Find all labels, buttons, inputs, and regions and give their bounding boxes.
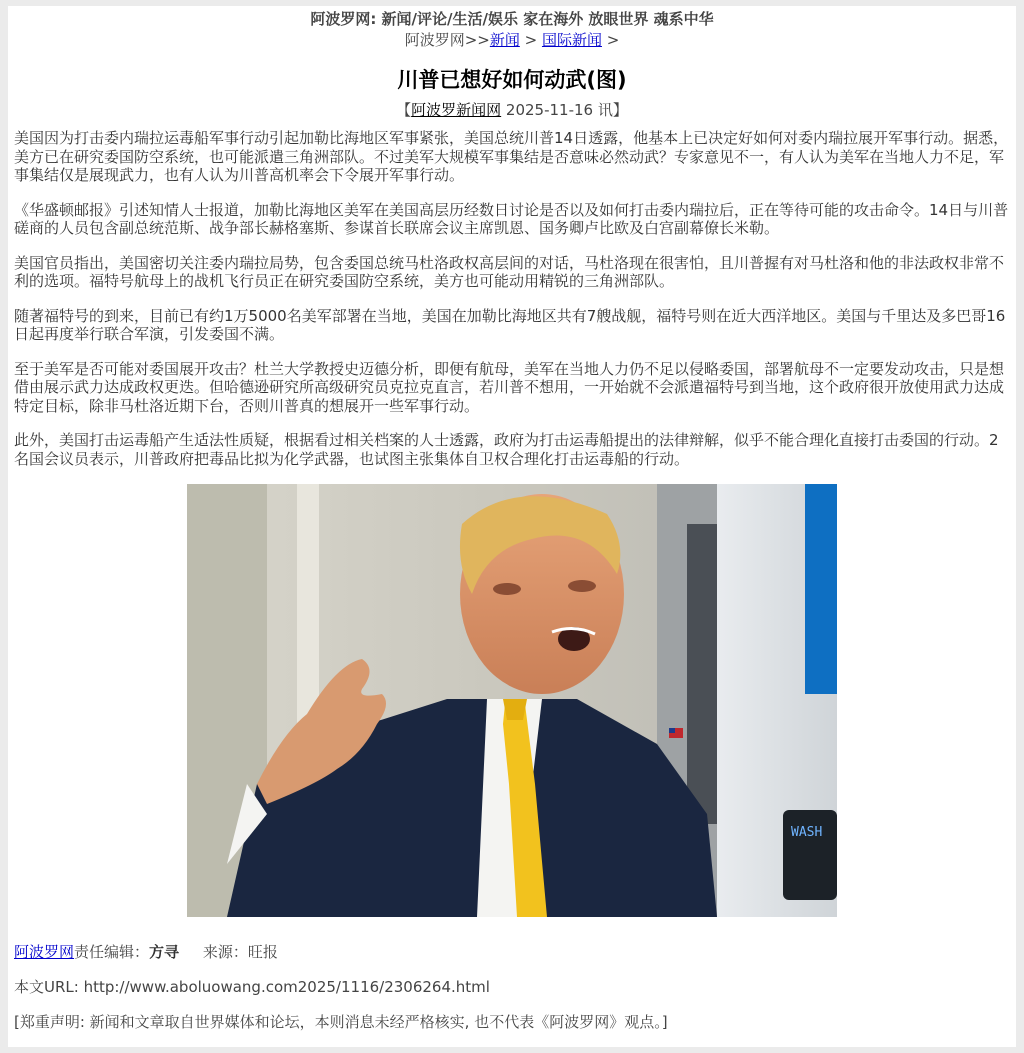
editor-name: 方寻 (149, 943, 180, 961)
disclaimer: [郑重声明: 新闻和文章取自世界媒体和论坛，本则消息未经严格核实, 也不代表《阿波罗网》观点。] (14, 1013, 668, 1031)
page (8, 6, 1016, 1047)
breadcrumb-separator: > (601, 31, 620, 49)
article-paragraph: 至于美军是否可能对委国展开攻击？杜兰大学教授史迈德分析，即便有航母，美军在当地人力仍不足以侵略委国，部署航母不一定要发动攻击，只是想借由展示武力达成政权更迭。但哈德逊研究所高级研究员克拉克直言，若川普不想用，一开始就不会派遣福特号到当地，这个政府很开放使用武力达成特定目标，除非马杜洛近期下台，否则川普真的想展开一些军事行动。 (14, 359, 1005, 415)
article-paragraph: 《华盛顿邮报》引述知情人士报道，加勒比海地区美军在美国高层历经数日讨论是否以及如何打击委内瑞拉后，正在等待可能的攻击命令。14日与川普磋商的人员包含副总统范斯、战争部长赫格塞斯、参谋首长联席会议主席凯恩、国务卿卢比欧及白宫副幕僚长米勒。 (14, 200, 1009, 237)
byline-open: 【 (396, 101, 412, 119)
breadcrumb-root: 阿波罗网>> (404, 31, 490, 49)
article-paragraph: 美国因为打击委内瑞拉运毒船军事行动引起加勒比海地区军事紧张，美国总统川普14日透露，他基本上已决定好如何对委内瑞拉展开军事行动。据悉，美方已在研究委国防空系统，也可能派遣三角洲部队。不过美军大规模军事集结是否意味必然动武？专家意见不一，有人认为美军在当地人力不足，军事集结仅是展现武力，也有人认为川普高机率会下令展开军事行动。 (14, 129, 1009, 184)
site-home-link[interactable]: 阿波罗网 (14, 943, 75, 961)
article-url: 本文URL: http://www.aboluowang.com2025/1116/2306264.html (14, 978, 490, 996)
editor-label: 责任编辑： (74, 943, 150, 961)
breadcrumb-international-news-link[interactable]: 国际新闻 (541, 31, 602, 49)
source-label: 来源：旺报 (202, 943, 278, 961)
photo-illustration (187, 484, 837, 917)
byline-source: 阿波罗新闻网 (411, 101, 502, 119)
article-photo (187, 484, 837, 917)
article-body (8, 129, 1016, 468)
article-byline (8, 99, 1016, 121)
site-slogan: 阿波罗网: 新闻/评论/生活/娱乐 家在海外 放眼世界 魂系中华 (310, 10, 714, 28)
article-title: 川普已想好如何动武(图) (397, 68, 627, 92)
breadcrumb-news-link[interactable]: 新闻 (489, 31, 520, 49)
article-paragraph: 美国官员指出，美国密切关注委内瑞拉局势，包含委国总统马杜洛政权高层间的对话，马杜洛现在很害怕，且川普握有对马杜洛和他的非法政权非常不利的选项。福特号航母上的战机飞行员正在研究委国防空系统，美方也可能动用精锐的三角洲部队。 (14, 253, 1005, 290)
breadcrumb (8, 29, 1016, 51)
article-paragraph: 随著福特号的到来，目前已有约1万5000名美军部署在当地，美国在加勒比海地区共有7艘战舰，福特号则在近大西洋地区。美国与千里达及多巴哥16日起再度举行联合军演，引发委国不满。 (14, 306, 1006, 343)
byline-date: 2025-11-16 讯】 (501, 101, 628, 119)
editor-line (8, 941, 1016, 962)
breadcrumb-separator: > (519, 31, 542, 49)
article-paragraph: 此外，美国打击运毒船产生适法性质疑，根据看过相关档案的人士透露，政府为打击运毒船提出的法律辩解，似乎不能合理化直接打击委国的行动。2名国会议员表示，川普政府把毒品比拟为化学武器，也试图主张集体自卫权合理化打击运毒船的行动。 (14, 431, 999, 468)
article-photo-container (8, 484, 1016, 921)
wash-panel-text: WASH (791, 825, 823, 840)
wash-panel-label (791, 825, 822, 840)
